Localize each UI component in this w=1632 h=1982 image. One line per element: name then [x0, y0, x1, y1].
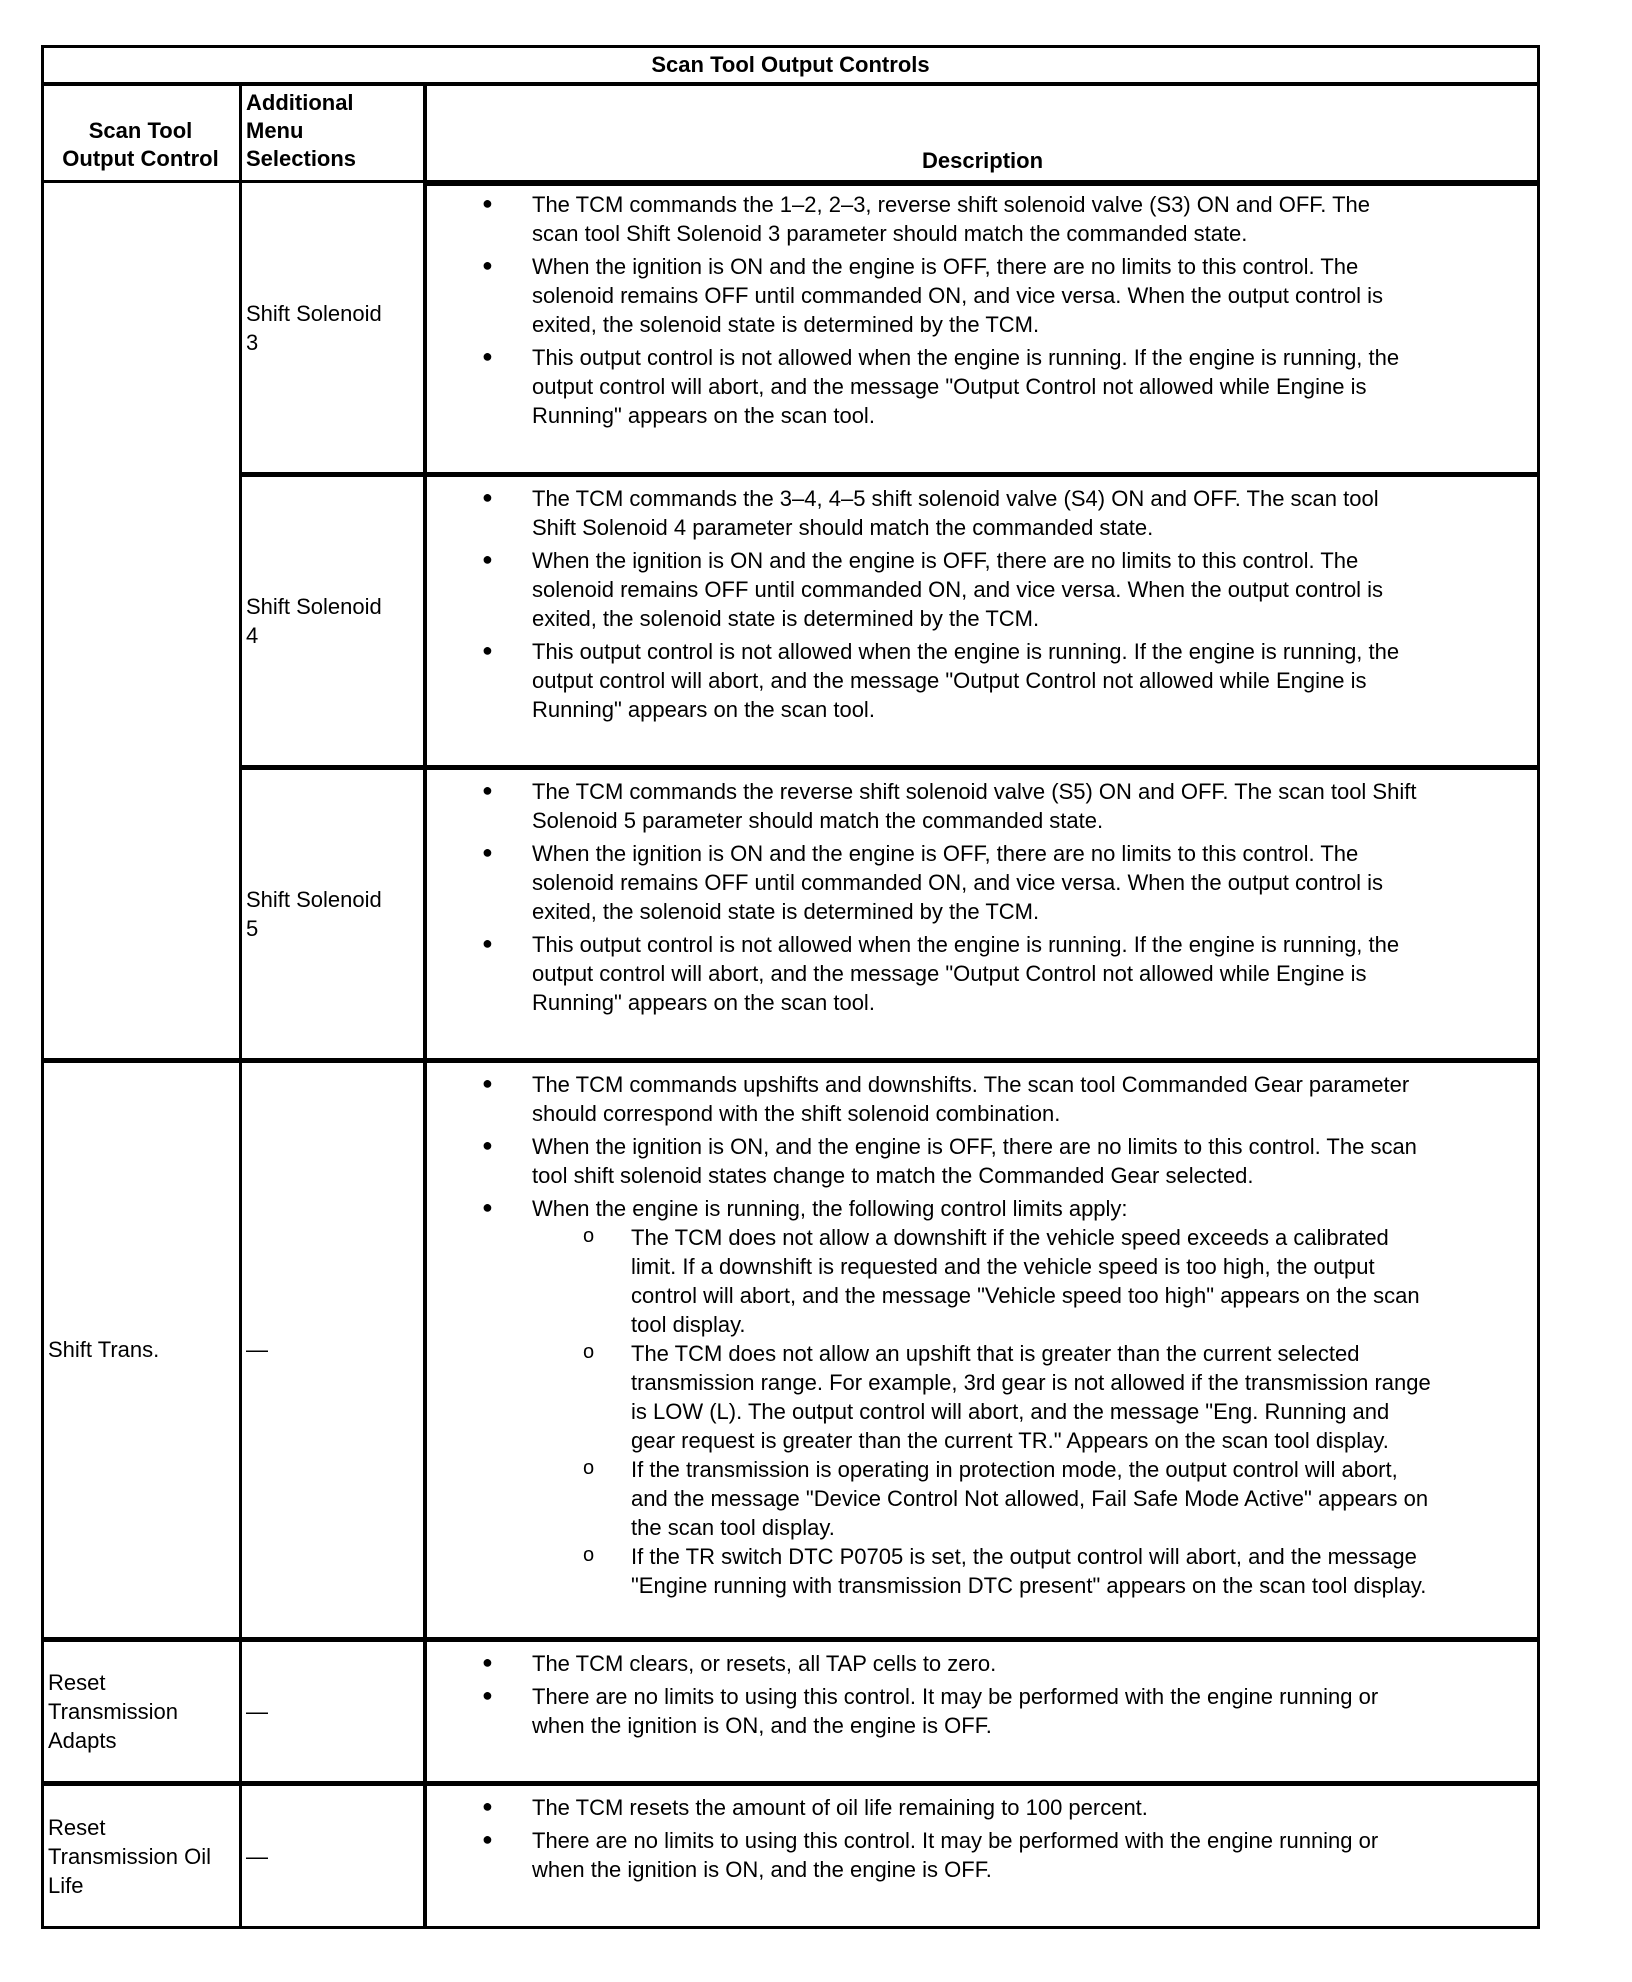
description-sub-bullet [631, 1339, 1431, 1455]
column-divider [423, 84, 427, 1929]
bullet-icon: ● [482, 640, 493, 660]
title-divider [41, 82, 1540, 86]
text-line: tool shift solenoid states change to match the Commanded Gear selected. [532, 1163, 1254, 1188]
text-line: should correspond with the shift solenoid combination. [532, 1101, 1061, 1126]
text-line: The TCM does not allow a downshift if the vehicle speed exceeds a calibrated [631, 1225, 1389, 1250]
sub-bullet-icon: o [583, 1341, 595, 1363]
text-line: Shift Trans. [48, 1337, 160, 1362]
text-line: The TCM commands the 3–4, 4–5 shift solenoid valve (S4) ON and OFF. The scan tool [532, 486, 1379, 511]
bullet-icon: ● [482, 487, 493, 507]
text-line: output control will abort, and the message "Output Control not allowed while Engine is [532, 668, 1367, 693]
bullet-icon: ● [482, 255, 493, 275]
text-line: The TCM commands the reverse shift solenoid valve (S5) ON and OFF. The scan tool Shift [532, 779, 1417, 804]
column-divider [239, 84, 242, 1929]
text-line: The TCM clears, or resets, all TAP cells to zero. [532, 1651, 997, 1676]
text-line: Shift Solenoid [246, 886, 382, 912]
description-bullet [532, 484, 1379, 542]
bullet-icon: ● [482, 193, 493, 213]
text-line: exited, the solenoid state is determined by the TCM. [532, 899, 1040, 924]
text-line: "Engine running with transmission DTC present" appears on the scan tool display. [631, 1573, 1427, 1598]
text-line: exited, the solenoid state is determined by the TCM. [532, 312, 1040, 337]
sub-bullet-icon: o [583, 1544, 595, 1566]
text-line: When the ignition is ON and the engine is OFF, there are no limits to this control. The [532, 254, 1359, 279]
header-description: Description [921, 148, 1044, 173]
text-line: If the TR switch DTC P0705 is set, the output control will abort, and the message [631, 1544, 1417, 1569]
text-line: and the message "Device Control Not allowed, Fail Safe Mode Active" appears on [631, 1486, 1429, 1511]
description-bullet [532, 1070, 1409, 1128]
text-line: This output control is not allowed when the engine is running. If the engine is running, the [532, 345, 1400, 370]
bullet-icon: ● [482, 933, 493, 953]
text-line: Shift Solenoid 4 parameter should match the commanded state. [532, 515, 1154, 540]
text-line: Transmission Oil [48, 1843, 211, 1869]
header-line: Additional [246, 90, 354, 115]
text-line: output control will abort, and the message "Output Control not allowed while Engine is [532, 961, 1367, 986]
row-menu-selection [246, 592, 382, 650]
bullet-icon: ● [482, 549, 493, 569]
description-sub-bullet [631, 1542, 1426, 1600]
text-line: When the ignition is ON and the engine is OFF, there are no limits to this control. The [532, 841, 1359, 866]
bullet-icon: ● [482, 346, 493, 366]
description-bullet [532, 1682, 1378, 1740]
header-line: Output Control [62, 146, 219, 171]
text-line: When the ignition is ON and the engine is OFF, there are no limits to this control. The [532, 548, 1359, 573]
text-line: The TCM resets the amount of oil life remaining to 100 percent. [532, 1795, 1148, 1820]
table-title: Scan Tool Output Controls [651, 52, 930, 77]
bullet-icon: ● [482, 1685, 493, 1705]
header-divider-thick [425, 180, 1540, 186]
description-bullet [532, 1826, 1378, 1884]
description-bullet [532, 1194, 1128, 1223]
description-bullet [532, 190, 1370, 248]
text-line: scan tool Shift Solenoid 3 parameter should match the commanded state. [532, 221, 1248, 246]
description-bullet [532, 1132, 1417, 1190]
header-line: Scan Tool [88, 118, 193, 143]
row-output-control [48, 1668, 178, 1755]
text-line: Running" appears on the scan tool. [532, 403, 875, 428]
text-line: solenoid remains OFF until commanded ON, and vice versa. When the output control is [532, 283, 1384, 308]
text-line: Reset [48, 1669, 106, 1695]
text-line: tool display. [631, 1312, 746, 1337]
header-line: Selections [246, 146, 357, 171]
text-line: when the ignition is ON, and the engine is OFF. [532, 1857, 992, 1882]
text-line: Running" appears on the scan tool. [532, 697, 875, 722]
sub-bullet-icon: o [583, 1457, 595, 1479]
header-output-control [41, 117, 240, 173]
text-line: limit. If a downshift is requested and the vehicle speed is too high, the output [631, 1254, 1375, 1279]
row-menu-selection [246, 885, 382, 943]
text-line: solenoid remains OFF until commanded ON, and vice versa. When the output control is [532, 577, 1384, 602]
header-line: Menu [246, 118, 304, 143]
sub-bullet-icon: o [583, 1225, 595, 1247]
text-line: Adapts [48, 1727, 117, 1753]
text-line: — [246, 1698, 268, 1724]
text-line: — [246, 1337, 268, 1362]
bullet-icon: ● [482, 1829, 493, 1849]
text-line: Running" appears on the scan tool. [532, 990, 875, 1015]
description-sub-bullet [631, 1223, 1420, 1339]
text-line: 5 [246, 915, 259, 941]
description-bullet [532, 637, 1399, 724]
text-line: exited, the solenoid state is determined by the TCM. [532, 606, 1040, 631]
text-line: transmission range. For example, 3rd gear is not allowed if the transmission range [631, 1370, 1431, 1395]
row-menu-selection [246, 1697, 268, 1726]
description-bullet [532, 930, 1399, 1017]
bullet-icon: ● [482, 842, 493, 862]
header-additional-menu-selections [246, 89, 356, 173]
bullet-icon: ● [482, 1652, 493, 1672]
row-divider [240, 472, 1540, 477]
text-line: output control will abort, and the message "Output Control not allowed while Engine is [532, 374, 1367, 399]
text-line: This output control is not allowed when the engine is running. If the engine is running, the [532, 932, 1400, 957]
text-line: There are no limits to using this control. It may be performed with the engine running or [532, 1684, 1379, 1709]
row-menu-selection [246, 299, 382, 357]
bullet-icon: ● [482, 1073, 493, 1093]
text-line: When the engine is running, the following control limits apply: [532, 1196, 1128, 1221]
row-menu-selection [246, 1842, 268, 1871]
text-line: When the ignition is ON, and the engine is OFF, there are no limits to this control. The scan [532, 1134, 1417, 1159]
description-bullet [532, 252, 1383, 339]
row-output-control [48, 1335, 159, 1364]
row-divider [240, 765, 1540, 770]
text-line: Solenoid 5 parameter should match the commanded state. [532, 808, 1104, 833]
description-bullet [532, 777, 1416, 835]
bullet-icon: ● [482, 780, 493, 800]
text-line: Reset [48, 1814, 106, 1840]
text-line: when the ignition is ON, and the engine is OFF. [532, 1713, 992, 1738]
description-sub-bullet [631, 1455, 1428, 1542]
text-line: Transmission [48, 1698, 178, 1724]
text-line: — [246, 1843, 268, 1869]
bullet-icon: ● [482, 1135, 493, 1155]
text-line: Life [48, 1872, 84, 1898]
row-divider [41, 1637, 1540, 1642]
text-line: The TCM commands upshifts and downshifts. The scan tool Commanded Gear parameter [532, 1072, 1410, 1097]
text-line: control will abort, and the message "Vehicle speed too high" appears on the scan [631, 1283, 1420, 1308]
description-bullet [532, 839, 1383, 926]
text-line: Shift Solenoid [246, 593, 382, 619]
bullet-icon: ● [482, 1796, 493, 1816]
description-bullet [532, 1649, 996, 1678]
description-bullet [532, 343, 1399, 430]
text-line: The TCM does not allow an upshift that is greater than the current selected [631, 1341, 1360, 1366]
bullet-icon: ● [482, 1197, 493, 1217]
description-bullet [532, 1793, 1148, 1822]
text-line: The TCM commands the 1–2, 2–3, reverse shift solenoid valve (S3) ON and OFF. The [532, 192, 1371, 217]
description-bullet [532, 546, 1383, 633]
text-line: is LOW (L). The output control will abort, and the message "Eng. Running and [631, 1399, 1390, 1424]
text-line: solenoid remains OFF until commanded ON, and vice versa. When the output control is [532, 870, 1384, 895]
text-line: If the transmission is operating in protection mode, the output control will abort, [631, 1457, 1398, 1482]
text-line: 3 [246, 330, 259, 355]
text-line: the scan tool display. [631, 1515, 835, 1540]
row-menu-selection [246, 1335, 268, 1364]
text-line: 4 [246, 622, 259, 648]
text-line: Shift Solenoid [246, 301, 382, 326]
row-output-control [48, 1813, 211, 1900]
text-line: There are no limits to using this control. It may be performed with the engine running or [532, 1828, 1379, 1853]
text-line: gear request is greater than the current TR." Appears on the scan tool display. [631, 1428, 1389, 1453]
text-line: This output control is not allowed when the engine is running. If the engine is running, the [532, 639, 1400, 664]
row-divider [41, 1781, 1540, 1786]
row-divider [41, 1058, 1540, 1063]
